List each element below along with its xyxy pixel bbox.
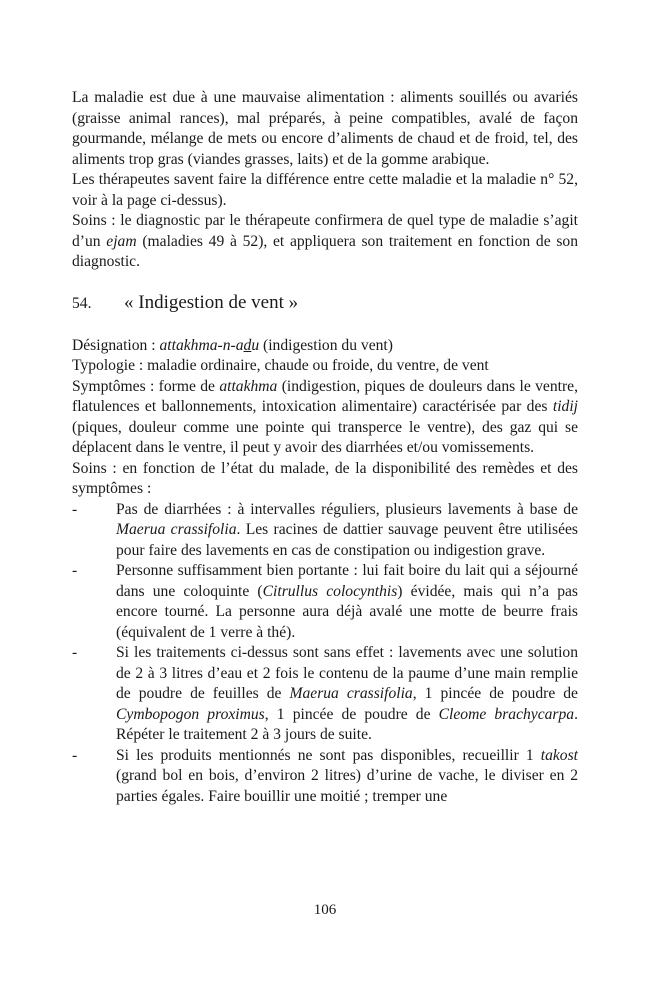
dash-marker: - xyxy=(72,500,78,518)
italic-term: Citrullus colocynthis xyxy=(262,582,398,600)
text-span: Si les traitements ci-dessus sont sans effet : lavements avec une solution de 2 à 3 litres d’eau et 2 fois le contenu de la paume d’une main remplie de poudre de feuilles de xyxy=(116,644,578,702)
text-span: Pas de diarrhées : à intervalles réguliers, plusieurs lavements à base de xyxy=(116,500,578,518)
treatment-list xyxy=(72,500,578,808)
text-span: ) évidée, mais qui n’a pas encore tourné. La personne aura déjà avalé une motte de beurre frais (équivalent de 1 verre à thé). xyxy=(116,582,578,641)
page-body xyxy=(72,88,578,807)
text-span: Désignation : xyxy=(72,336,160,354)
symptomes-paragraph xyxy=(72,377,578,459)
text-span: (piques, douleur comme une pointe qui transperce le ventre), des gaz qui se déplacent dans le ventre, il peut y avoir des diarrhées et/ou vomissements. xyxy=(72,418,578,456)
text-span: (indigestion du vent) xyxy=(259,336,393,354)
dash-marker: - xyxy=(72,644,78,661)
text-span: , 1 pincée de poudre de xyxy=(264,705,439,723)
list-item xyxy=(72,561,578,643)
designation-line xyxy=(72,336,578,357)
list-item xyxy=(72,500,578,562)
text-span: (maladies 49 à 52), et appliquera son traitement en fonction de son diagnostic. xyxy=(72,232,578,270)
italic-term: Maerua crassifolia xyxy=(289,685,413,702)
dash-marker: - xyxy=(72,562,78,579)
italic-term: attakhma xyxy=(219,377,278,395)
text-span: Personne suffisamment bien portante : lui fait boire du lait qui a séjourné dans une coloquinte ( xyxy=(116,562,578,600)
section-title: « Indigestion de vent » xyxy=(124,291,299,313)
italic-term: takost xyxy=(540,746,578,764)
text-span: (grand bol en bois, d’environ 2 litres) d’urine de vache, le diviser en 2 parties égales. Faire bouillir une moitié ; tremper une xyxy=(116,767,578,805)
section-number: 54. xyxy=(72,294,92,312)
italic-term: Cymbopogon proximus xyxy=(116,705,265,723)
italic-term: tidij xyxy=(552,398,578,415)
text-span: Soins : le diagnostic par le thérapeute confirmera de quel type de maladie s’agit d’un xyxy=(72,212,578,250)
text-span: (indigestion, piques de douleurs dans le ventre, flatulences et ballonnements, intoxication alimentaire) caractérisée par des xyxy=(72,377,578,415)
dash-marker: - xyxy=(72,746,78,764)
list-item xyxy=(72,746,578,808)
text-span: , 1 pincée de poudre de xyxy=(412,685,578,702)
text-span: Symptômes : forme de xyxy=(72,377,220,395)
underlined-letter: d xyxy=(243,336,252,354)
typologie-line: Typologie : maladie ordinaire, chaude ou froide, du ventre, de vent xyxy=(72,357,489,374)
text-span: . Répéter le traitement 2 à 3 jours de suite. xyxy=(116,705,579,743)
italic-term: attakhma-n-a xyxy=(159,336,244,354)
list-item xyxy=(72,643,578,746)
soins-paragraph xyxy=(72,211,578,273)
italic-term: Cleome brachycarpa xyxy=(438,705,575,723)
section-heading xyxy=(72,291,578,316)
difference-paragraph: Les thérapeutes savent faire la différence entre cette maladie et la maladie n° 52, voir à la page ci-dessus). xyxy=(72,171,578,209)
cause-paragraph: La maladie est due à une mauvaise alimentation : aliments souillés ou avariés (graisse animal rances), mal préparés, à peine compatibles, avalé de façon gourmande, mélange de mets ou encore d’aliments de chaud et de froid, tel, des aliments trop gras (viandes grasses, laits) et de la gomme arabique. xyxy=(72,89,578,168)
text-span: Si les produits mentionnés ne sont pas disponibles, recueillir 1 xyxy=(116,746,541,764)
italic-term: u xyxy=(251,336,260,354)
italic-term: ejam xyxy=(106,232,137,250)
page-number: 106 xyxy=(313,902,337,918)
italic-term: Maerua crassifolia xyxy=(116,521,237,538)
soins-treatment-paragraph: Soins : en fonction de l’état du malade, de la disponibilité des remèdes et des symptômes : xyxy=(72,459,578,497)
text-span: . Les racines de dattier sauvage peuvent être utilisées pour faire des lavements en cas de constipation ou indigestion grave. xyxy=(116,521,578,559)
